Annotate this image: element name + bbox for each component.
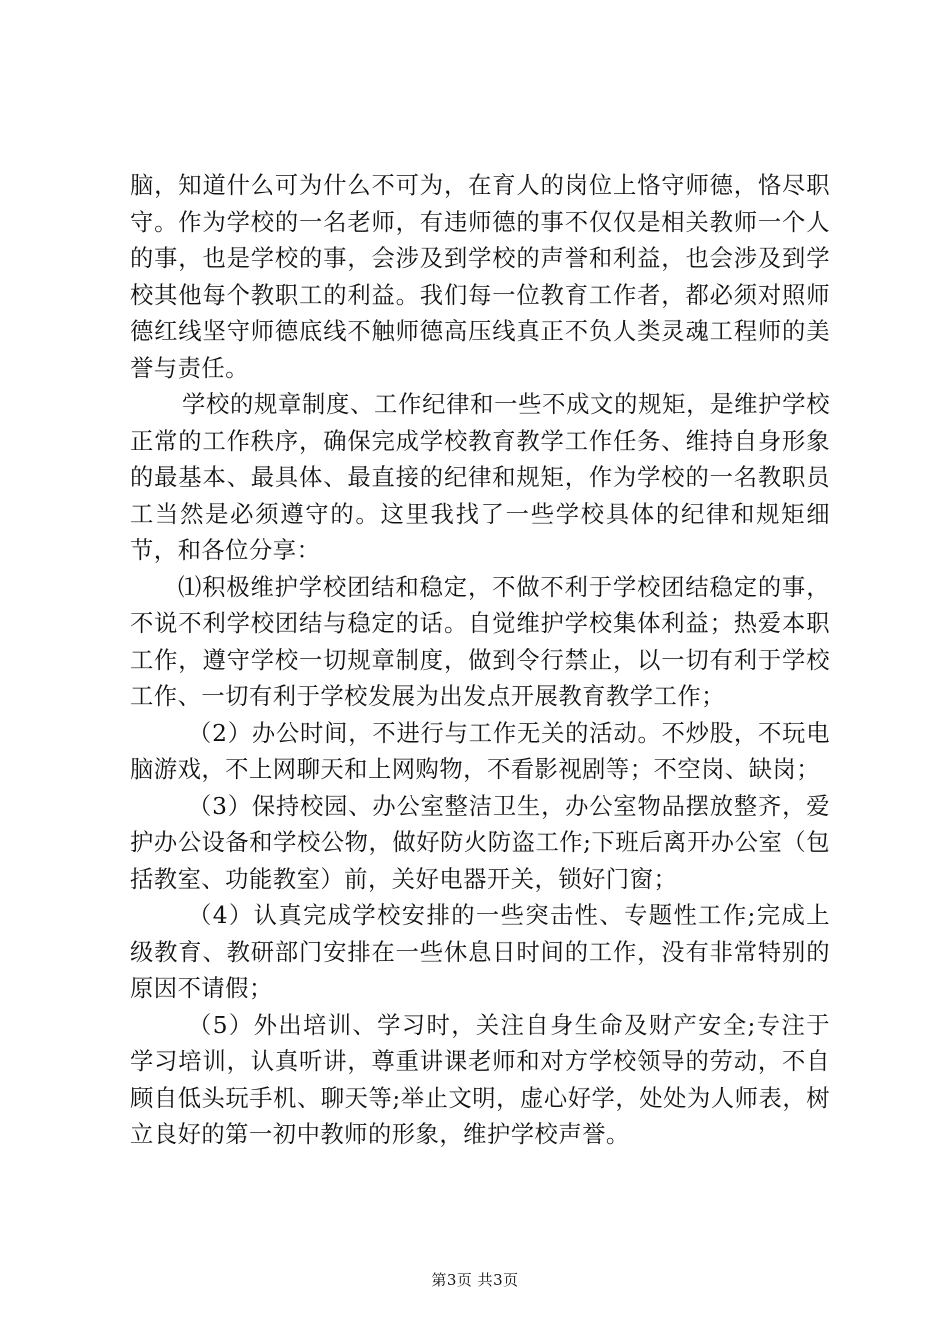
page-number-footer: 第3页 共3页 [431,1271,519,1289]
paragraph-rule-2: （2）办公时间，不进行与工作无关的活动。不炒股，不玩电脑游戏，不上网聊天和上网购物，不看影视剧等；不空岗、缺岗； [130,719,830,783]
paragraph-rule-5: （5）外出培训、学习时，关注自身生命及财产安全;专注于学习培训，认真听讲，尊重讲课老师和对方学校领导的劳动，不自顾自低头玩手机、聊天等;举止文明，虚心好学，处处为人师表，树立良好的第一初中教师的形象，维护学校声誉。 [130,1011,830,1148]
paragraph-school-rules: 学校的规章制度、工作纪律和一些不成文的规矩，是维护学校正常的工作秩序，确保完成学校教育教学工作任务、维持自身形象的最基本、最具体、最直接的纪律和规矩，作为学校的一名教职员工当然是必须遵守的。这里我找了一些学校具体的纪律和规矩细节，和各位分享： [130,391,830,564]
paragraph-teacher-ethics: 脑，知道什么可为什么不可为，在育人的岗位上恪守师德，恪尽职守。作为学校的一名老师，有违师德的事不仅仅是相关教师一个人的事，也是学校的事，会涉及到学校的声誉和利益，也会涉及到学校其他每个教职工的利益。我们每一位教育工作者，都必须对照师德红线坚守师德底线不触师德高压线真正不负人类灵魂工程师的美誉与责任。 [130,172,830,382]
paragraph-rule-3: （3）保持校园、办公室整洁卫生，办公室物品摆放整齐，爱护办公设备和学校公物，做好防火防盗工作;下班后离开办公室（包括教室、功能教室）前，关好电器开关，锁好门窗； [130,792,830,893]
paragraph-rule-4: （4）认真完成学校安排的一些突击性、专题性工作;完成上级教育、教研部门安排在一些休息日时间的工作，没有非常特别的原因不请假； [130,902,830,1002]
document-body [130,168,830,1154]
paragraph-rule-1: ⑴积极维护学校团结和稳定，不做不利于学校团结稳定的事，不说不利学校团结与稳定的话。自觉维护学校集体利益；热爱本职工作，遵守学校一切规章制度，做到令行禁止，以一切有利于学校工作、一切有利于学校发展为出发点开展教育教学工作； [130,573,830,710]
